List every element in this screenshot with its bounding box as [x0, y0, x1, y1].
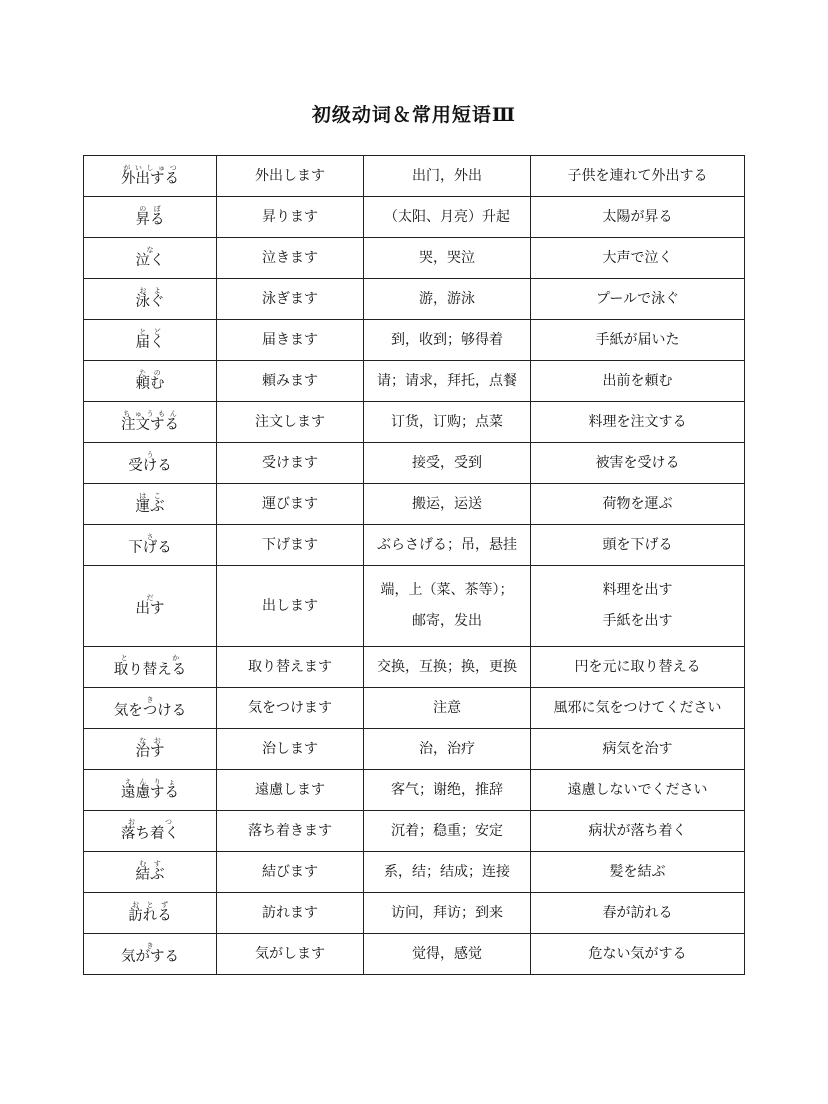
vocabulary-table-body [84, 156, 745, 975]
example-phrase: 髪を結ぶ [609, 863, 666, 880]
masu-form-cell: 気をつけます [217, 688, 364, 729]
table-row [84, 197, 745, 238]
furigana-reading: むす [135, 859, 165, 868]
meaning-cell [364, 402, 531, 443]
furigana-reading: えんりょ [121, 777, 179, 786]
example-cell [531, 197, 745, 238]
meaning-cell [364, 484, 531, 525]
meaning-cell [364, 279, 531, 320]
example-cell [531, 443, 745, 484]
masu-form-cell: 結びます [217, 852, 364, 893]
meaning-text: 客气；谢绝，推辞 [391, 781, 503, 798]
example-phrase: 病気を治す [602, 740, 673, 757]
table-row [84, 934, 745, 975]
word-text: 遠慮する [121, 784, 179, 801]
word-with-reading [121, 777, 179, 801]
word-cell [84, 893, 217, 934]
word-cell [84, 156, 217, 197]
masu-form-cell: 頼みます [217, 361, 364, 402]
masu-form-cell: 泳ぎます [217, 279, 364, 320]
meaning-text: 治，治疗 [419, 740, 475, 757]
furigana-reading: なお [135, 736, 165, 745]
table-row [84, 525, 745, 566]
meaning-cell [364, 238, 531, 279]
example-phrase: 料理を注文する [588, 413, 687, 430]
example-phrase: 大声で泣く [602, 249, 673, 266]
furigana-reading: だ [135, 593, 165, 602]
example-cell [531, 525, 745, 566]
word-with-reading [135, 859, 165, 883]
word-text: 訪れる [128, 907, 172, 924]
word-cell [84, 934, 217, 975]
word-with-reading [135, 286, 165, 310]
furigana-reading: とど [135, 327, 165, 336]
meaning-cell [364, 525, 531, 566]
word-with-reading [128, 900, 172, 924]
example-cell [531, 934, 745, 975]
meaning-cell [364, 647, 531, 688]
furigana-reading: ちゅうもん [121, 409, 179, 418]
furigana-reading: な [135, 245, 165, 254]
word-with-reading [121, 818, 179, 843]
word-text: 落ち着く [121, 826, 179, 843]
meaning-cell [364, 197, 531, 238]
word-text: 外出する [121, 170, 179, 187]
word-cell [84, 443, 217, 484]
meaning-text-2: 邮寄，发出 [412, 613, 482, 629]
word-with-reading [135, 736, 165, 760]
meaning-text: （太阳、月亮）升起 [384, 208, 510, 225]
word-with-reading [121, 163, 179, 187]
meaning-text: 出门，外出 [412, 167, 482, 184]
table-row [84, 484, 745, 525]
word-cell [84, 320, 217, 361]
example-phrase: 料理を出す [602, 582, 673, 599]
meaning-cell [364, 811, 531, 852]
furigana-reading: と か [113, 654, 187, 663]
example-cell [531, 238, 745, 279]
example-cell [531, 320, 745, 361]
meaning-text: 交换，互换；换，更换 [377, 658, 517, 675]
word-text: 届く [135, 334, 165, 351]
word-text: 昇る [135, 211, 165, 228]
masu-form-cell: 運びます [217, 484, 364, 525]
word-text: 気をつける [113, 702, 187, 719]
masu-form-cell: 遠慮します [217, 770, 364, 811]
masu-form-cell: 取り替えます [217, 647, 364, 688]
table-row [84, 238, 745, 279]
word-cell [84, 361, 217, 402]
masu-form-cell: 昇ります [217, 197, 364, 238]
meaning-text: 注意 [433, 699, 461, 716]
word-text: 取り替える [113, 662, 187, 679]
masu-form-cell: 外出します [217, 156, 364, 197]
example-cell [531, 729, 745, 770]
meaning-text: 系，结；结成；连接 [384, 863, 510, 880]
table-row [84, 688, 745, 729]
meaning-cell [364, 443, 531, 484]
table-row [84, 852, 745, 893]
table-row [84, 402, 745, 443]
meaning-cell [364, 361, 531, 402]
word-text: 運ぶ [135, 498, 165, 515]
furigana-reading: う [128, 450, 172, 459]
example-phrase-2: 手紙を出す [602, 613, 673, 629]
furigana-reading: き [121, 941, 179, 950]
furigana-reading: がいしゅつ [121, 163, 179, 172]
table-row [84, 729, 745, 770]
furigana-reading: はこ [135, 491, 165, 500]
meaning-cell [364, 688, 531, 729]
meaning-text: 搬运，运送 [412, 495, 482, 512]
meaning-text: 哭，哭泣 [419, 249, 475, 266]
word-text: 下げる [128, 539, 172, 556]
furigana-reading: たの [135, 368, 165, 377]
vocabulary-table [83, 155, 745, 975]
word-with-reading [135, 368, 165, 392]
masu-form-cell: 泣きます [217, 238, 364, 279]
example-cell [531, 484, 745, 525]
word-with-reading [128, 450, 172, 474]
masu-form-cell: 下げます [217, 525, 364, 566]
example-cell [531, 770, 745, 811]
table-row [84, 770, 745, 811]
example-cell [531, 279, 745, 320]
word-with-reading [113, 654, 187, 679]
example-phrase: 危ない気がする [588, 945, 687, 962]
word-with-reading [135, 491, 165, 515]
example-phrase: 荷物を運ぶ [602, 495, 673, 512]
example-cell [531, 852, 745, 893]
word-cell [84, 566, 217, 647]
word-with-reading [121, 409, 179, 433]
masu-form-cell: 気がします [217, 934, 364, 975]
example-phrase: 遠慮しないでください [567, 781, 708, 798]
word-with-reading [135, 245, 165, 269]
meaning-cell [364, 320, 531, 361]
word-with-reading [135, 204, 165, 228]
word-cell [84, 852, 217, 893]
table-row [84, 566, 745, 647]
word-cell [84, 525, 217, 566]
word-cell [84, 647, 217, 688]
meaning-cell [364, 729, 531, 770]
masu-form-cell: 受けます [217, 443, 364, 484]
masu-form-cell: 届きます [217, 320, 364, 361]
word-with-reading [128, 532, 172, 556]
masu-form-cell: 落ち着きます [217, 811, 364, 852]
meaning-cell [364, 852, 531, 893]
meaning-cell [364, 934, 531, 975]
word-text: 頼む [135, 375, 165, 392]
meaning-text: 觉得，感觉 [412, 945, 482, 962]
word-text: 泣く [135, 252, 165, 269]
word-cell [84, 484, 217, 525]
table-row [84, 811, 745, 852]
word-text: 出す [135, 600, 165, 617]
word-cell [84, 279, 217, 320]
meaning-cell [364, 566, 531, 647]
word-text: 受ける [128, 457, 172, 474]
example-cell [531, 688, 745, 729]
example-cell [531, 361, 745, 402]
meaning-text: ぶらさげる；吊，悬挂 [377, 536, 517, 553]
masu-form-cell: 注文します [217, 402, 364, 443]
example-phrase: 子供を連れて外出する [567, 167, 708, 184]
meaning-text: 接受，受到 [412, 454, 482, 471]
word-with-reading [135, 593, 165, 617]
furigana-reading: さ [128, 532, 172, 541]
meaning-text: 沉着；稳重；安定 [391, 822, 503, 839]
masu-form-cell: 訪れます [217, 893, 364, 934]
example-phrase: 春が訪れる [602, 904, 673, 921]
masu-form-cell: 出します [217, 566, 364, 647]
word-cell [84, 688, 217, 729]
example-phrase: 太陽が昇る [602, 208, 673, 225]
meaning-text: 到，收到；够得着 [391, 331, 503, 348]
meaning-text: 访问，拜访；到来 [391, 904, 503, 921]
example-cell [531, 647, 745, 688]
word-text: 泳ぐ [135, 293, 165, 310]
example-phrase: 手紙が届いた [595, 331, 680, 348]
example-phrase: 被害を受ける [595, 454, 680, 471]
furigana-reading: およ [135, 286, 165, 295]
example-cell [531, 566, 745, 647]
example-phrase: 風邪に気をつけてください [553, 699, 722, 716]
table-row [84, 156, 745, 197]
meaning-text: 端，上（菜、茶等）； [380, 582, 514, 599]
furigana-reading: おとず [128, 900, 172, 909]
table-row [84, 320, 745, 361]
word-cell [84, 811, 217, 852]
example-cell [531, 156, 745, 197]
table-row [84, 361, 745, 402]
word-cell [84, 197, 217, 238]
word-cell [84, 729, 217, 770]
word-with-reading [135, 327, 165, 351]
word-text: 気がする [121, 948, 179, 965]
furigana-reading: き [113, 695, 187, 704]
word-with-reading [121, 941, 179, 965]
example-phrase: 頭を下げる [602, 536, 673, 553]
word-cell [84, 770, 217, 811]
meaning-cell [364, 770, 531, 811]
example-cell [531, 811, 745, 852]
example-phrase: 病状が落ち着く [588, 822, 687, 839]
example-cell [531, 893, 745, 934]
furigana-reading: お つ [121, 818, 179, 827]
table-row [84, 893, 745, 934]
word-text: 治す [135, 743, 165, 760]
furigana-reading: のぼ [135, 204, 165, 213]
meaning-cell [364, 893, 531, 934]
masu-form-cell: 治します [217, 729, 364, 770]
table-row [84, 279, 745, 320]
example-phrase: プールで泳ぐ [595, 290, 680, 307]
table-row [84, 647, 745, 688]
meaning-text: 请；请求，拜托，点餐 [377, 372, 517, 389]
meaning-text: 游，游泳 [419, 290, 475, 307]
meaning-text: 订货，订购；点菜 [391, 413, 503, 430]
table-row [84, 443, 745, 484]
page-title: 初级动词＆常用短语Ⅲ [311, 104, 517, 126]
word-text: 注文する [121, 416, 179, 433]
word-with-reading [113, 695, 187, 719]
example-phrase: 円を元に取り替える [574, 658, 701, 675]
word-text: 結ぶ [135, 866, 165, 883]
word-cell [84, 402, 217, 443]
meaning-cell [364, 156, 531, 197]
word-cell [84, 238, 217, 279]
example-phrase: 出前を頼む [602, 372, 673, 389]
example-cell [531, 402, 745, 443]
